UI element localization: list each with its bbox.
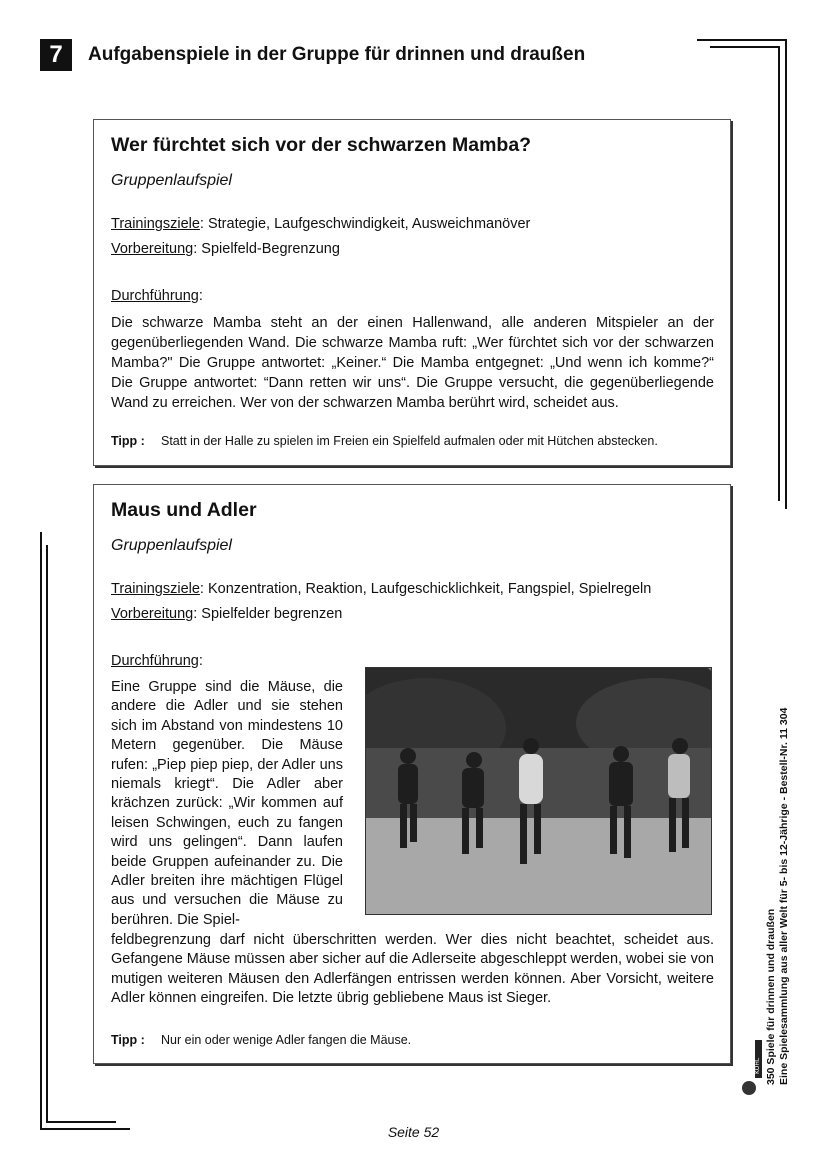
prep-text: : Spielfelder begrenzen [193, 606, 343, 622]
tipp-text: Nur ein oder wenige Adler fangen die Mäuse. [161, 1033, 412, 1047]
frame-line-top-right-v2 [778, 46, 780, 501]
logo-text: KOHL [754, 1057, 761, 1074]
photo-illustration [366, 668, 711, 914]
publisher-sidebar [765, 708, 791, 1085]
book-title: 350 Spiele für drinnen und draußen [765, 908, 777, 1085]
game-card-maus-adler [93, 484, 731, 1064]
game-card-mamba [93, 119, 731, 466]
tipp-label: Tipp : [111, 1033, 145, 1047]
frame-line-bottom-left-h2 [46, 1121, 116, 1123]
game-subtitle: Gruppenlaufspiel [111, 172, 232, 189]
prep-text: : Spielfeld-Begrenzung [193, 241, 340, 257]
procedure-text-full: feldbegrenzung darf nicht überschritten werden. Wer dies nicht beachtet, scheidet aus. Gefangene Mäuse müssen aber sicher auf die Adlerseite abgeschleppt werden, wobei sie von mutigen weiteren Mäusen den Adlerfängen entrissen werden können. Aber Vorsicht, weitere Adler können eingreifen. Die letzte übrig gebliebene Maus ist Sieger. [111, 932, 714, 1007]
tipp-label: Tipp : [111, 434, 145, 448]
frame-line-top-right-h2 [710, 46, 780, 48]
training-goals [111, 216, 530, 232]
book-subtitle: Eine Spielesammlung aus aller Welt für 5- bis 12-Jährige - Bestell-Nr. 11 304 [778, 707, 790, 1085]
preparation [111, 606, 342, 622]
procedure-text: Die schwarze Mamba steht an der einen Hallenwand, alle anderen Mitspieler an der gegenüberliegenden Wand. Die schwarze Mamba ruft: „Wer fürchtet sich vor der schwarzen Mamba?" Die Gruppe antwortet: „Keiner.“ Die Mamba entgegnet: „Und wenn ich komme?“ Die Gruppe antwortet: “Dann retten wir uns“. Die Gruppe versucht, die gegenüberliegende Wand zu erreichen. Wer von der schwarzen Mamba berührt wird, scheidet aus. [111, 315, 714, 411]
page-number: Seite 52 [387, 1124, 440, 1140]
goals-label: Trainingsziele [111, 581, 200, 597]
frame-line-bottom-left-v1 [40, 532, 42, 1130]
procedure-heading: Durchführung: [111, 288, 203, 304]
procedure-label: Durchführung [111, 653, 199, 669]
training-goals [111, 581, 651, 597]
chapter-title: Aufgabenspiele in der Gruppe für drinnen und draußen [88, 44, 586, 65]
tipp [111, 1033, 411, 1047]
goals-label: Trainingsziele [111, 216, 200, 232]
preparation [111, 241, 340, 257]
prep-label: Vorbereitung [111, 241, 194, 257]
game-title: Wer fürchtet sich vor der schwarzen Mamba? [111, 134, 532, 156]
game-subtitle: Gruppenlaufspiel [111, 537, 232, 554]
frame-line-top-right-v1 [785, 39, 787, 509]
goals-text: : Strategie, Laufgeschwindigkeit, Ausweichmanöver [199, 216, 531, 232]
prep-label: Vorbereitung [111, 606, 194, 622]
frame-line-bottom-left-v2 [46, 545, 48, 1123]
chapter-number: 7 [40, 39, 72, 71]
tipp [111, 434, 658, 448]
publisher-logo [741, 1040, 763, 1100]
procedure-label: Durchführung [111, 288, 199, 304]
tipp-text: Statt in der Halle zu spielen im Freien ein Spielfeld aufmalen oder mit Hütchen abstecken. [161, 434, 658, 448]
procedure-text-wrapped: Eine Gruppe sind die Mäuse, die andere die Adler und sie stehen sich im Abstand von mindestens 10 Metern gegenüber. Die Mäuse rufen: „Piep piep piep, der Adler uns niemals kriegt“. Die Adler aber krächzen zurück: „Wir kommen auf leisen Schwingen, euch zu fangen wird uns gelingen“. Dann laufen beide Gruppen aufeinander zu. Die Adler breiten ihre mächtigen Flügel aus und versuchen die Mäuse zu berühren. Die Spiel- [111, 679, 343, 928]
procedure-heading: Durchführung: [111, 653, 203, 669]
children-running-photo [365, 667, 712, 915]
kohl-logo-icon [741, 1040, 763, 1100]
frame-line-top-right-h1 [697, 39, 787, 41]
game-title: Maus und Adler [111, 499, 257, 521]
goals-text: : Konzentration, Reaktion, Laufgeschicklichkeit, Fangspiel, Spielregeln [199, 581, 652, 597]
